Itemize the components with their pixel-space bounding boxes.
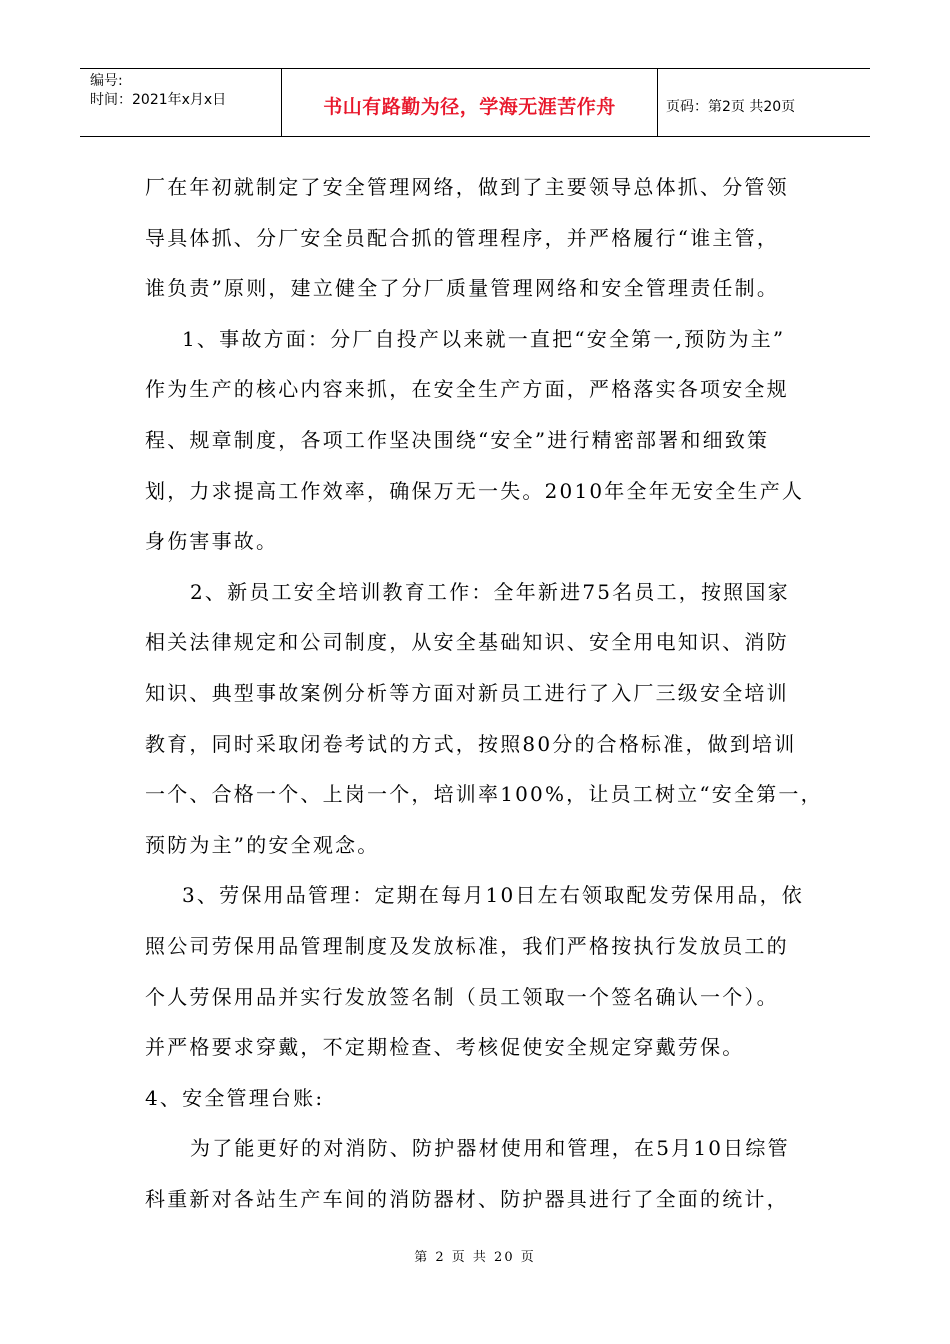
body-line: 程、规章制度，各项工作坚决围绕“安全”进行精密部署和细致策 [145,427,770,452]
header-motto-cell [282,69,658,136]
body-line: 4、安全管理台账: [145,1085,325,1110]
body-line: 相关法律规定和公司制度，从安全基础知识、安全用电知识、消防 [145,630,789,655]
body-line: 2、新员工安全培训教育工作：全年新进75名员工，按照国家 [190,579,790,604]
body-line: 作为生产的核心内容来抓，在安全生产方面，严格落实各项安全规 [145,377,789,402]
body-line: 导具体抓、分厂安全员配合抓的管理程序，并严格履行“谁主管， [145,225,780,250]
body-line: 1、事故方面：分厂自投产以来就一直把“安全第一,预防为主” [182,326,786,351]
page-footer: 第 2 页 共 20 页 [414,1250,536,1265]
header-page-cell [658,69,870,136]
header-page-number: 页码：第2页 共20页 [666,98,796,115]
document-header [80,68,870,137]
document-date-label: 时间：2021年x月x日 [90,92,227,108]
body-line: 知识、典型事故案例分析等方面对新员工进行了入厂三级安全培训 [145,680,789,705]
body-line: 科重新对各站生产车间的消防器材、防护器具进行了全面的统计， [145,1186,789,1211]
body-line: 厂在年初就制定了安全管理网络，做到了主要领导总体抓、分管领 [145,175,789,199]
header-motto: 书山有路勤为径，学海无涯苦作舟 [323,96,616,118]
body-line: 教育，同时采取闭卷考试的方式，按照80分的合格标准，做到培训 [145,731,797,756]
body-line: 为了能更好的对消防、防护器材使用和管理，在5月10日综管 [190,1136,790,1161]
body-line: 并严格要求穿戴，不定期检查、考核促使安全规定穿戴劳保。 [145,1035,745,1060]
document-body [145,162,825,1224]
body-line: 一个、合格一个、上岗一个，培训率100%，让员工树立“安全第一， [145,782,823,807]
document-number-label: 编号: [90,73,123,89]
body-line: 身伤害事故。 [145,529,279,554]
body-line: 划，力求提高工作效率，确保万无一失。2010年全年无安全生产人 [145,478,805,503]
body-line: 照公司劳保用品管理制度及发放标准，我们严格按执行发放员工的 [145,933,789,958]
body-line: 谁负责”原则，建立健全了分厂质量管理网络和安全管理责任制。 [145,276,780,301]
header-meta-cell [80,69,282,136]
body-line: 个人劳保用品并实行发放签名制（员工领取一个签名确认一个）。 [145,984,779,1009]
body-line: 预防为主”的安全观念。 [145,832,380,857]
body-line: 3、劳保用品管理：定期在每月10日左右领取配发劳保用品，依 [182,883,804,908]
